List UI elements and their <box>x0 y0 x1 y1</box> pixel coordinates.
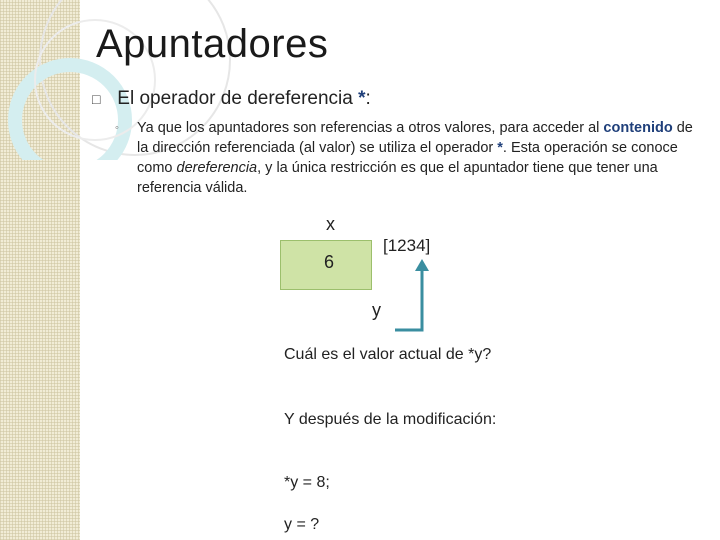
slide-title: Apuntadores <box>96 22 329 66</box>
sub-bullet-symbol: * <box>497 140 503 156</box>
bullet1-colon: : <box>365 88 371 109</box>
sub-bullet-text <box>137 118 695 198</box>
sub-bullet-part1: Ya que los apuntadores son referencias a otros valores, para acceder al <box>137 120 604 136</box>
memory-address-label: [1234] <box>383 236 431 255</box>
pointer-arrow-icon <box>390 255 440 335</box>
bullet-dereference-operator <box>92 88 371 110</box>
variable-y-label: y <box>372 300 381 320</box>
question-y-value: y = ? <box>284 516 320 533</box>
sub-bullet-circle-icon: ◦ <box>115 122 119 134</box>
bullet-square-icon: □ <box>92 91 101 107</box>
bullet1-symbol: * <box>358 88 366 109</box>
side-pattern-strip <box>0 0 80 540</box>
sub-bullet-part3: . Esta operación se conoce como <box>137 140 678 176</box>
sub-bullet-part2: de la dirección referenciada (al valor) se utiliza el operador <box>137 120 693 156</box>
sub-bullet-highlight: contenido <box>603 120 673 136</box>
memory-box-value: 6 <box>324 252 335 272</box>
sub-bullet-explanation <box>115 118 695 198</box>
question-current-value: Cuál es el valor actual de *y? <box>284 346 492 363</box>
variable-x-label: x <box>326 214 335 234</box>
question-after-modification: Y después de la modificación: <box>284 411 497 428</box>
bullet1-text: El operador de dereferencia <box>117 88 359 109</box>
sub-bullet-part4: , y la única restricción es que el apuntador tiene que tener una referencia válida. <box>137 160 658 196</box>
code-assignment: *y = 8; <box>284 474 330 491</box>
sub-bullet-italic: dereferencia <box>176 160 258 176</box>
